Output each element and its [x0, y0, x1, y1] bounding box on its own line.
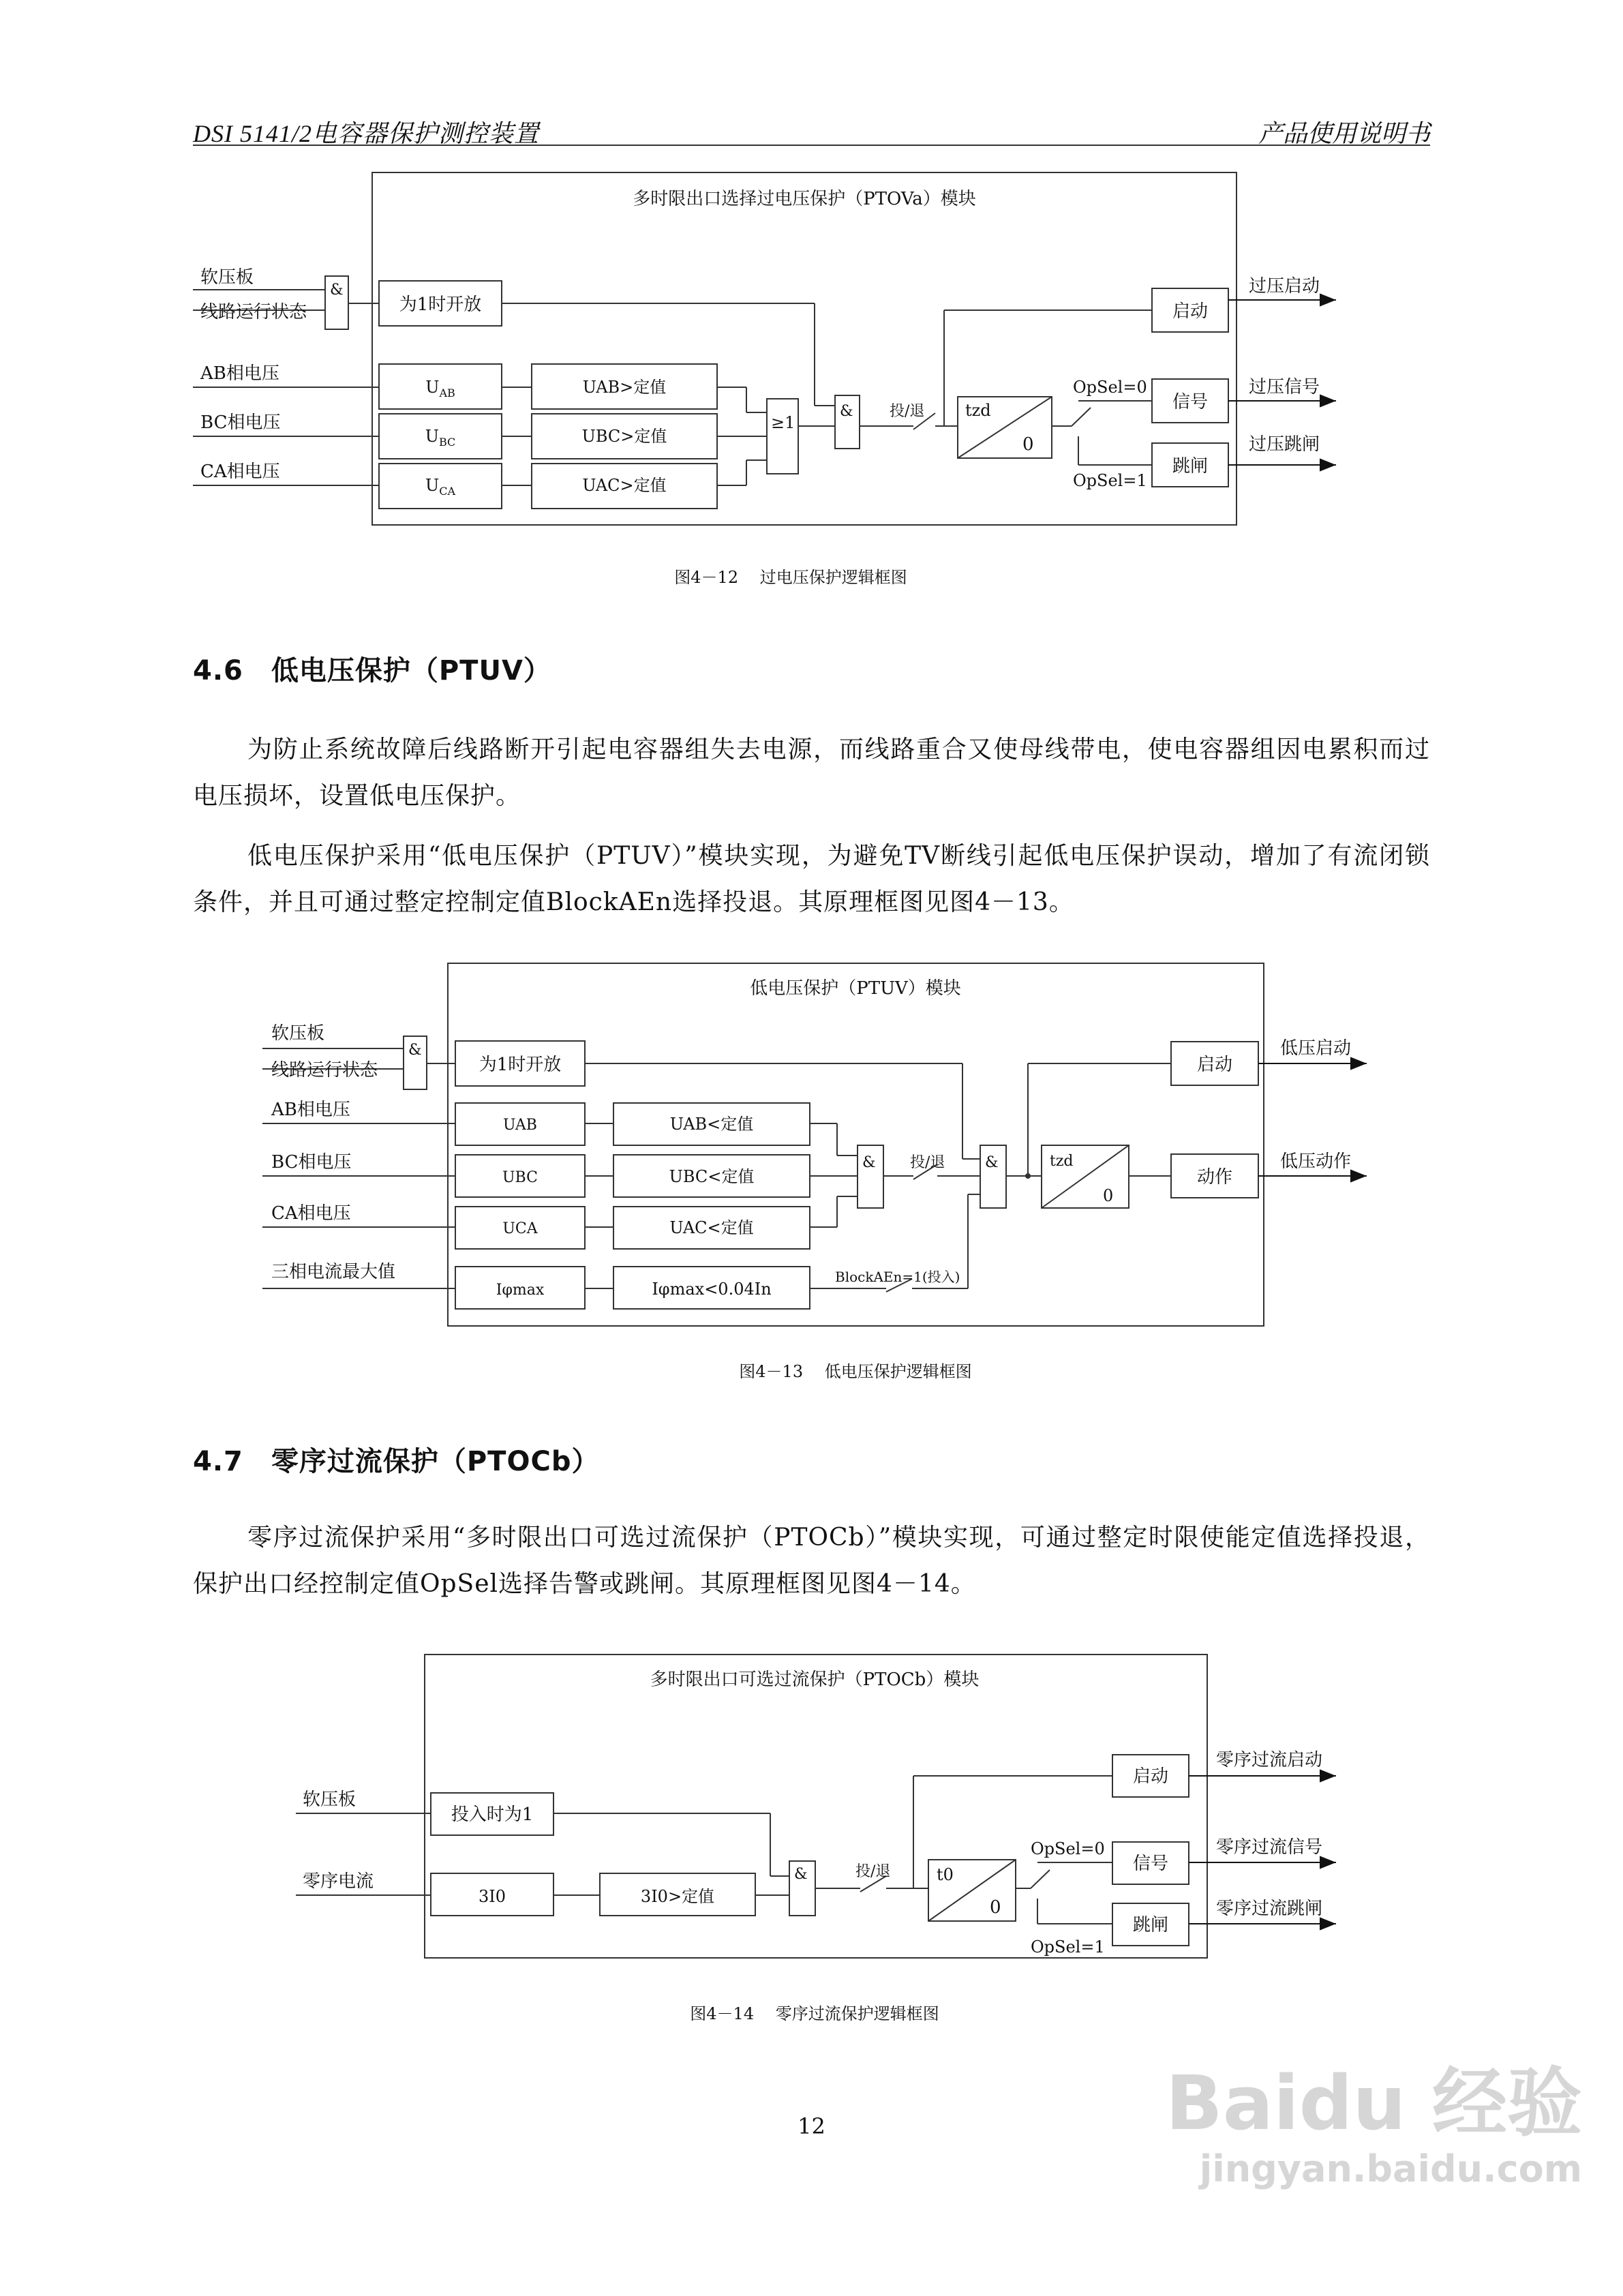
- input-label: 零序电流: [303, 1871, 374, 1892]
- output-label: 过压启动: [1249, 276, 1320, 297]
- header-title: DSI 5141/2电容器保护测控装置: [193, 120, 539, 147]
- input-label: AB相电压: [200, 363, 279, 384]
- switch-label: 投/退: [890, 403, 925, 420]
- module-title: 低电压保护（PTUV）模块: [750, 978, 961, 999]
- input-label: BC相电压: [271, 1152, 352, 1173]
- measure-label: $U_{AB}$: [425, 378, 455, 399]
- out-box-label: 跳闸: [1172, 456, 1209, 477]
- input-label: 三相电流最大值: [271, 1262, 396, 1282]
- header-doc-type: 产品使用说明书: [1258, 120, 1430, 147]
- block-label: BlockAEn=1(投入): [835, 1269, 960, 1285]
- timer-top: tzd: [1050, 1153, 1074, 1170]
- gate-symbol: &: [985, 1154, 999, 1171]
- gate-symbol: &: [862, 1154, 876, 1171]
- gate-symbol: &: [408, 1042, 422, 1059]
- page-number: 12: [798, 2113, 825, 2139]
- opsel-1-label: OpSel=1: [1031, 1937, 1105, 1957]
- figure-4-12-diagram: [0, 164, 1623, 607]
- input-label: BC相电压: [200, 412, 281, 433]
- figure-caption: 图4－14 零序过流保护逻辑框图: [690, 2004, 939, 2023]
- input-label: 软压板: [200, 267, 254, 288]
- compare-label: UAC>定值: [582, 476, 667, 495]
- output-label: 零序过流跳闸: [1216, 1899, 1323, 1919]
- baidu-jingyan-watermark: [1165, 2059, 1582, 2190]
- compare-label: Iφmax<0.04In: [652, 1280, 772, 1299]
- out-box-label: 启动: [1172, 301, 1209, 322]
- measure-label: UCA: [502, 1220, 538, 1237]
- paragraph: 低电压保护采用“低电压保护（PTUV）”模块实现，为避免TV断线引起低电压保护误动，增加了有流闭锁条件，并且可通过整定控制定值BlockAEn选择投退。其原理框图见图4－13。: [193, 842, 1430, 916]
- output-label: 过压信号: [1249, 377, 1320, 397]
- opsel-0-label: OpSel=0: [1073, 378, 1147, 397]
- gate-symbol: &: [840, 403, 853, 420]
- input-label: 线路运行状态: [271, 1060, 378, 1081]
- watermark-main: Baidu 经验: [1165, 2059, 1582, 2147]
- enable-block-label: 为1时开放: [399, 294, 482, 315]
- measure-label: UAB: [503, 1117, 537, 1134]
- figure-caption: 图4－13 低电压保护逻辑框图: [739, 1362, 972, 1381]
- input-label: 软压板: [271, 1023, 325, 1044]
- output-label: 低压启动: [1280, 1038, 1352, 1059]
- output-label: 过压跳闸: [1249, 434, 1320, 455]
- out-box-label: 启动: [1196, 1055, 1233, 1075]
- watermark-sub: jingyan.baidu.com: [1199, 2147, 1582, 2190]
- figure-4-13-diagram: [0, 954, 1623, 1418]
- figure-4-14-diagram: [0, 1643, 1623, 2031]
- out-box-label: 跳闸: [1132, 1915, 1169, 1935]
- module-title: 多时限出口可选过流保护（PTOCb）模块: [650, 1670, 980, 1690]
- out-box-label: 启动: [1132, 1766, 1169, 1787]
- output-label: 低压动作: [1280, 1151, 1352, 1172]
- out-box-label: 信号: [1172, 392, 1209, 412]
- out-box-label: 信号: [1132, 1854, 1169, 1874]
- output-label: 零序过流启动: [1216, 1750, 1323, 1770]
- switch-label: 投/退: [910, 1154, 945, 1171]
- input-label: CA相电压: [200, 462, 280, 482]
- switch-label: 投/退: [855, 1863, 891, 1880]
- timer-top: tzd: [965, 401, 991, 420]
- module-title: 多时限出口选择过电压保护（PTOVa）模块: [633, 189, 976, 209]
- section-heading-4-7: 4.7 零序过流保护（PTOCb）: [193, 1446, 600, 1477]
- or-gate: [767, 399, 798, 474]
- enable-block-label: 为1时开放: [479, 1055, 562, 1075]
- compare-label: UAC<定值: [669, 1218, 754, 1237]
- figure-caption: 图4－12 过电压保护逻辑框图: [674, 568, 907, 587]
- compare-label: UAB>定值: [582, 378, 667, 397]
- enable-block-label: 投入时为1: [451, 1804, 534, 1825]
- compare-label: UBC>定值: [581, 427, 667, 446]
- header-divider: [193, 145, 1430, 146]
- paragraph: 零序过流保护采用“多时限出口可选过流保护（PTOCb）”模块实现，可通过整定时限使能定值选择投退，保护出口经控制定值OpSel选择告警或跳闸。其原理框图见图4－14。: [193, 1524, 1430, 1598]
- timer-bottom: 0: [1103, 1186, 1114, 1205]
- opsel-0-label: OpSel=0: [1031, 1839, 1105, 1858]
- out-box-label: 动作: [1196, 1167, 1233, 1188]
- gate-symbol: &: [794, 1866, 808, 1883]
- compare-label: UAB<定值: [669, 1115, 754, 1134]
- input-label: 软压板: [303, 1789, 357, 1810]
- paragraph: 为防止系统故障后线路断开引起电容器组失去电源，而线路重合又使母线带电，使电容器组因电累积而过电压损坏，设置低电压保护。: [193, 736, 1430, 810]
- output-label: 零序过流信号: [1216, 1837, 1323, 1858]
- input-label: AB相电压: [271, 1100, 350, 1120]
- gate-symbol: &: [330, 282, 344, 299]
- measure-label: UBC: [502, 1169, 538, 1186]
- compare-label: 3I0>定值: [640, 1887, 715, 1906]
- measure-label: 3I0: [478, 1887, 506, 1906]
- timer-bottom: 0: [1022, 434, 1034, 455]
- section-heading-4-6: 4.6 低电压保护（PTUV）: [193, 655, 551, 686]
- gate-symbol: ≥1: [771, 413, 795, 432]
- timer-top: t0: [937, 1865, 954, 1884]
- measure-label: $U_{CA}$: [425, 476, 456, 498]
- input-label: CA相电压: [271, 1203, 351, 1224]
- input-label: 线路运行状态: [200, 302, 307, 322]
- measure-label: $U_{BC}$: [425, 427, 456, 449]
- opsel-1-label: OpSel=1: [1073, 471, 1147, 490]
- timer-bottom: 0: [990, 1897, 1001, 1918]
- compare-label: UBC<定值: [669, 1167, 755, 1186]
- measure-label: Iφmax: [496, 1282, 545, 1299]
